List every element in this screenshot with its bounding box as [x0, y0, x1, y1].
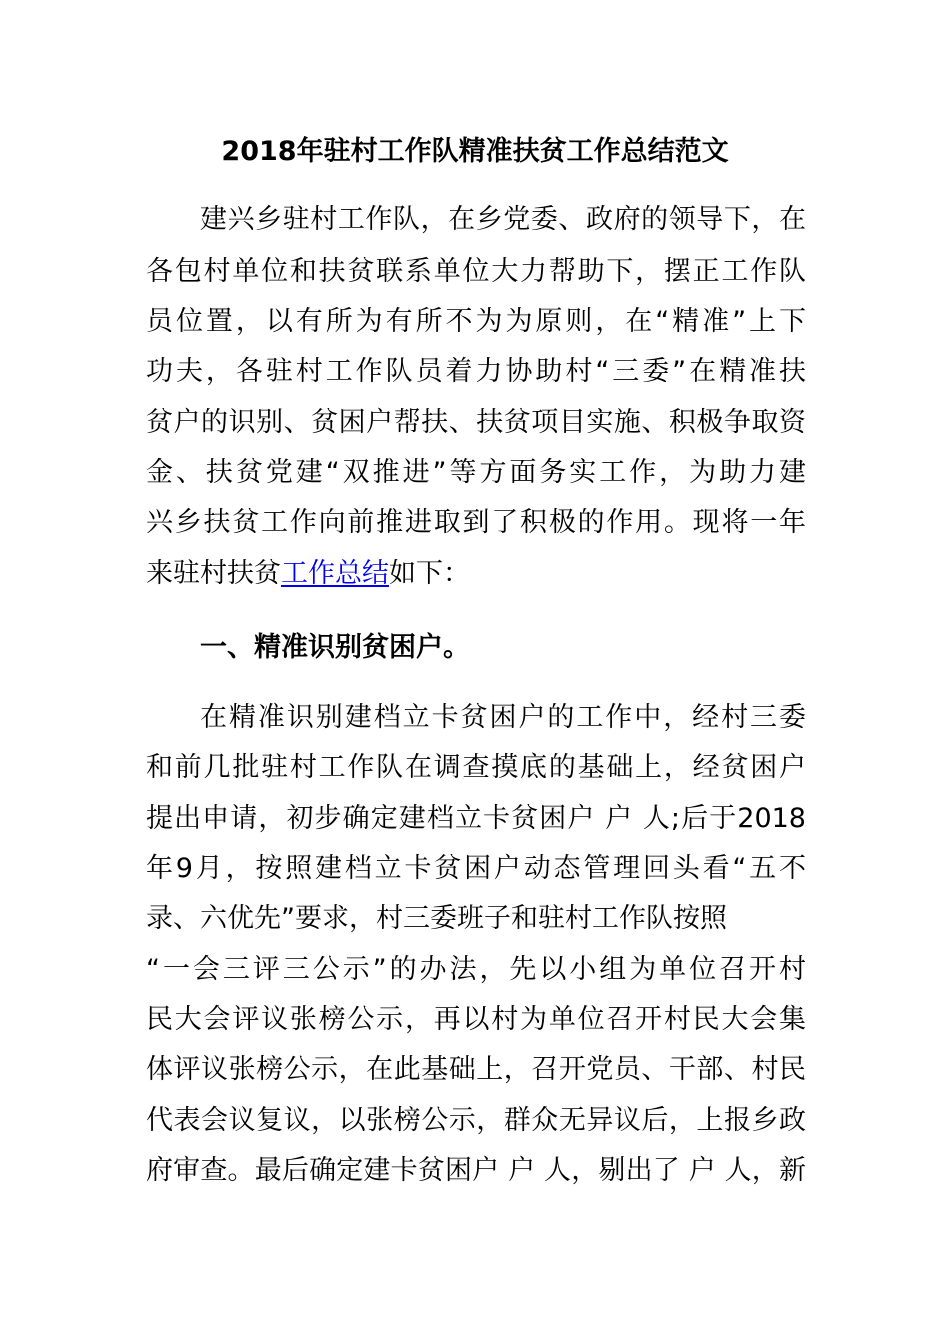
paragraph-2-line-1: 在精准识别建档立卡贫困户的工作中，经村三委	[200, 702, 806, 733]
paragraph-2-line-6: “一会三评三公示”的办法，先以小组为单位召开村	[146, 954, 806, 985]
paragraph-1-line-1: 建兴乡驻村工作队，在乡党委、政府的领导下，在	[200, 204, 806, 235]
paragraph-1-text-before-link: 来驻村扶贫	[146, 558, 281, 589]
paragraph-1-line-3: 员位置，以有所为有所不为为原则，在“精准”上下	[146, 306, 806, 337]
paragraph-1-line-4: 功夫，各驻村工作队员着力协助村“三委”在精准扶	[146, 356, 806, 387]
paragraph-1-line-8	[146, 554, 806, 594]
paragraph-1-line-2: 各包村单位和扶贫联系单位大力帮助下，摆正工作队	[146, 256, 806, 287]
paragraph-2-line-4: 年9月，按照建档立卡贫困户动态管理回头看“五不	[146, 853, 806, 884]
section-heading-1: 一、精准识别贫困户。	[200, 632, 470, 663]
paragraph-2-line-2: 和前几批驻村工作队在调查摸底的基础上，经贫困户	[146, 752, 806, 783]
paragraph-2-line-3: 提出申请，初步确定建档立卡贫困户 户 人;后于2018	[146, 803, 806, 834]
work-summary-link[interactable]: 工作总结	[281, 558, 389, 589]
paragraph-2-line-8: 体评议张榜公示，在此基础上，召开党员、干部、村民	[146, 1054, 806, 1085]
paragraph-1-text-after-link: 如下：	[389, 558, 470, 589]
document-title: 2018年驻村工作队精准扶贫工作总结范文	[221, 136, 729, 167]
paragraph-2-line-7: 民大会评议张榜公示，再以村为单位召开村民大会集	[146, 1004, 806, 1035]
paragraph-1-line-5: 贫户的识别、贫困户帮扶、扶贫项目实施、积极争取资	[146, 407, 806, 438]
paragraph-1-line-6: 金、扶贫党建“双推进”等方面务实工作，为助力建	[146, 457, 806, 488]
paragraph-1-line-7: 兴乡扶贫工作向前推进取到了积极的作用。现将一年	[146, 507, 806, 538]
paragraph-2-line-5: 录、六优先”要求，村三委班子和驻村工作队按照	[146, 903, 727, 934]
paragraph-2-line-9: 代表会议复议，以张榜公示，群众无异议后，上报乡政	[146, 1105, 806, 1136]
paragraph-2-line-10: 府审查。最后确定建卡贫困户 户 人，剔出了 户 人，新	[146, 1155, 806, 1186]
